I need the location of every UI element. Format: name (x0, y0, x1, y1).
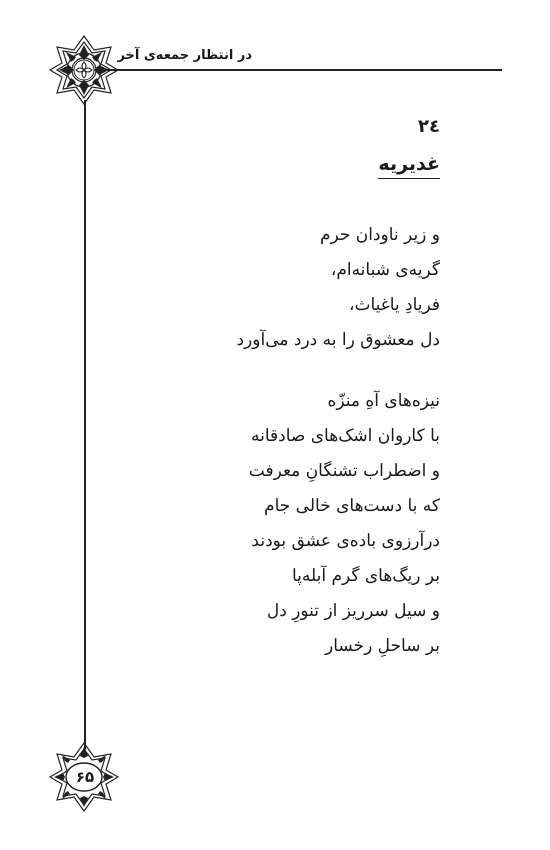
poem-line: و زیر ناودان حرم (319, 225, 440, 245)
poem-line: که با دست‌های خالی جام (264, 496, 440, 516)
running-title: در انتظار جمعه‌ی آخر (117, 48, 252, 63)
poem-line: با کاروان اشک‌های صادقانه (251, 426, 440, 446)
stanza (249, 384, 440, 664)
poem-line: گریه‌ی شبانه‌ام، (330, 260, 440, 280)
poem-line: درآرزوی باده‌ی عشق بودند (251, 531, 440, 551)
page-number: ۶۵ (75, 768, 95, 786)
poem-line: فریادِ یاغیاث، (349, 295, 440, 315)
poem-line: بر ریگ‌های گرم آبله‌پا (291, 566, 440, 586)
stanza (236, 218, 440, 358)
poem-line: بر ساحلِ رخسار (325, 636, 440, 656)
margin-spine-line (84, 100, 86, 750)
poem-title: غدیریه (378, 153, 440, 179)
poem-line: و سیل سرریز از تنورِ دل (266, 601, 440, 621)
poem-line: و اضطراب تشنگانِ معرفت (248, 461, 440, 481)
poem-line: نیزه‌های آهِ منزّه (327, 391, 440, 411)
poem-line: دل معشوق را به درد می‌آورد (236, 330, 440, 350)
poem-number: ۲٤ (418, 116, 440, 137)
header-rule (95, 69, 502, 71)
